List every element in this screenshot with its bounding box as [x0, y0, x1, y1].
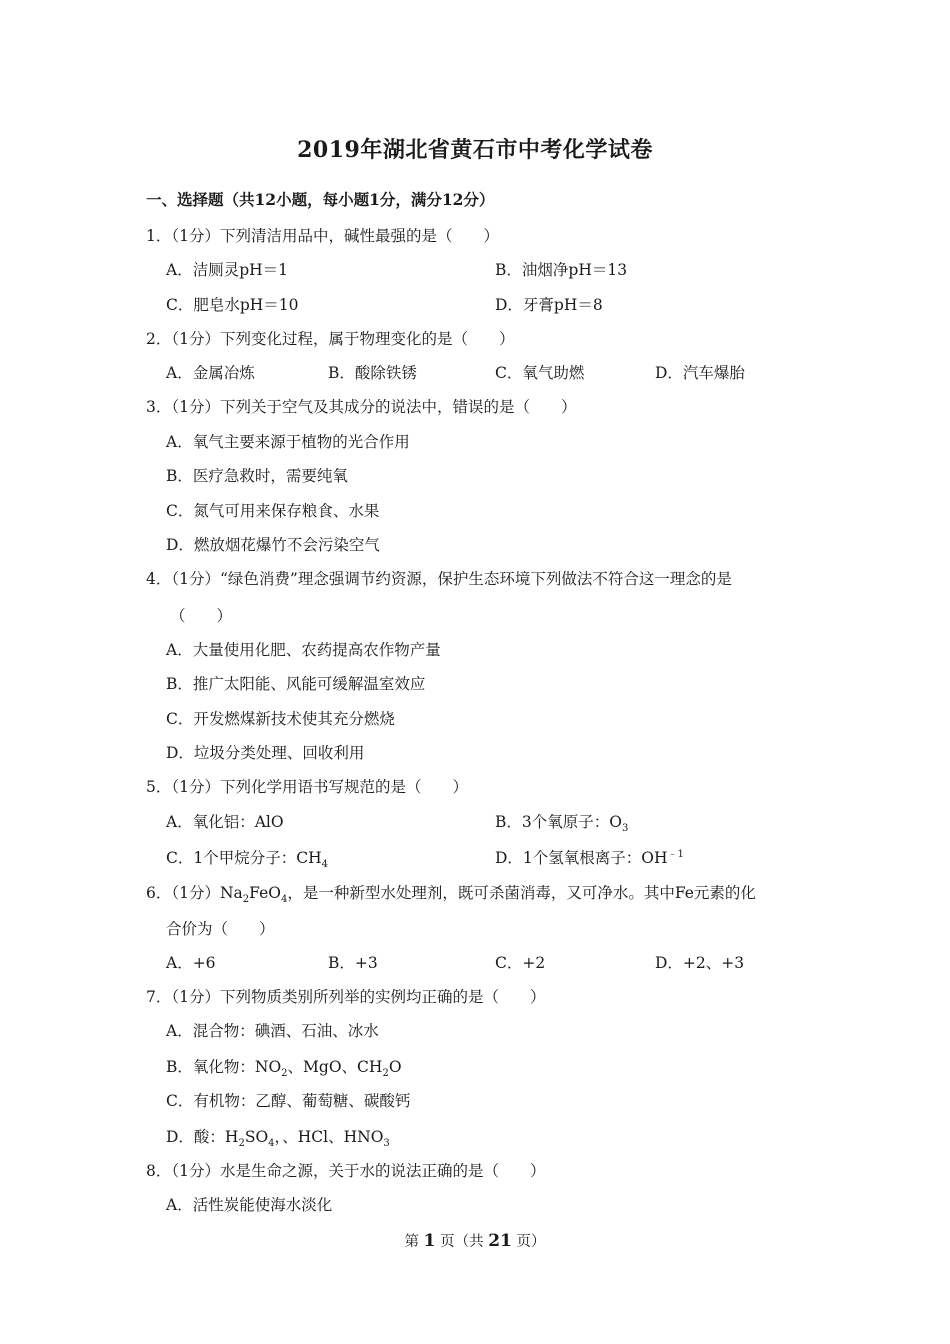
- question-7-option-b: B．氧化物：$NO_2$、MgO、$CH_2O$: [166, 1058, 402, 1080]
- page-title: 2019年湖北省黄石市中考化学试卷: [297, 137, 653, 163]
- question-6-stem: 6．（1分）$Na_2FeO_4$，是一种新型水处理剂，既可杀菌消毒，又可净水。其中Fe元素的化: [146, 884, 756, 906]
- question-4-option-d: D．垃圾分类处理、回收利用: [166, 744, 365, 762]
- question-1-option-c: C．肥皂水pH＝10: [166, 296, 299, 314]
- question-6-stem-continued: 合价为（ ）: [166, 920, 275, 938]
- page-footer: 第 1 页（共 21 页）: [404, 1231, 546, 1251]
- question-4-option-a: A．大量使用化肥、农药提高农作物产量: [166, 641, 441, 659]
- question-7-option-d: D．酸：$H_2SO_4$，、HCl、$HNO_3$: [166, 1128, 390, 1150]
- question-4-stem-continued: （ ）: [170, 607, 233, 625]
- question-5-option-d: D．1个氢氧根离子：$OH^{﹣1}$: [495, 848, 684, 867]
- question-7-stem: 7．（1分）下列物质类别所列举的实例均正确的是（ ）: [146, 988, 546, 1006]
- question-1-stem: 1．（1分）下列清洁用品中，碱性最强的是（ ）: [146, 227, 499, 245]
- question-8-stem: 8．（1分）水是生命之源，关于水的说法正确的是（ ）: [146, 1162, 546, 1180]
- question-2-option-a: A．金属冶炼: [166, 364, 255, 382]
- question-2-stem: 2．（1分）下列变化过程，属于物理变化的是（ ）: [146, 330, 515, 348]
- question-3-stem: 3．（1分）下列关于空气及其成分的说法中，错误的是（ ）: [146, 398, 577, 416]
- question-5-option-a: A．氧化铝：AlO: [166, 813, 284, 831]
- question-8-option-a: A．活性炭能使海水淡化: [166, 1196, 333, 1214]
- current-page-number: 1: [423, 1231, 436, 1251]
- question-4-option-b: B．推广太阳能、风能可缓解温室效应: [166, 675, 426, 693]
- question-6-option-b: B．+3: [328, 954, 378, 972]
- section-heading: 一、选择题（共12小题，每小题1分，满分12分）: [146, 190, 495, 209]
- question-3-option-d: D．燃放烟花爆竹不会污染空气: [166, 536, 380, 554]
- total-page-number: 21: [488, 1231, 512, 1251]
- question-6-option-c: C．+2: [495, 954, 546, 972]
- question-5-option-c: C．1个甲烷分子：$CH_4$: [166, 849, 328, 871]
- question-3-option-b: B．医疗急救时，需要纯氧: [166, 467, 348, 485]
- question-3-option-a: A．氧气主要来源于植物的光合作用: [166, 433, 410, 451]
- question-4-stem: 4．（1分）“绿色消费”理念强调节约资源，保护生态环境下列做法不符合这一理念的是: [146, 570, 732, 588]
- question-1-option-a: A．洁厕灵pH＝1: [166, 261, 288, 279]
- question-2-option-c: C．氧气助燃: [495, 364, 585, 382]
- question-5-stem: 5．（1分）下列化学用语书写规范的是（ ）: [146, 778, 468, 796]
- question-2-option-d: D．汽车爆胎: [655, 364, 745, 382]
- question-4-option-c: C．开发燃煤新技术使其充分燃烧: [166, 710, 395, 728]
- question-5-option-b: B．3个氧原子：$O_3$: [495, 813, 629, 835]
- question-3-option-c: C．氮气可用来保存粮食、水果: [166, 502, 380, 520]
- question-1-option-b: B．油烟净pH＝13: [495, 261, 628, 279]
- question-7-option-a: A．混合物：碘酒、石油、冰水: [166, 1022, 379, 1040]
- question-2-option-b: B．酸除铁锈: [328, 364, 417, 382]
- question-6-option-a: A．+6: [166, 954, 216, 972]
- question-7-option-c: C．有机物：乙醇、葡萄糖、碳酸钙: [166, 1092, 411, 1110]
- question-6-option-d: D．+2、+3: [655, 954, 745, 972]
- question-1-option-d: D．牙膏pH＝8: [495, 296, 603, 314]
